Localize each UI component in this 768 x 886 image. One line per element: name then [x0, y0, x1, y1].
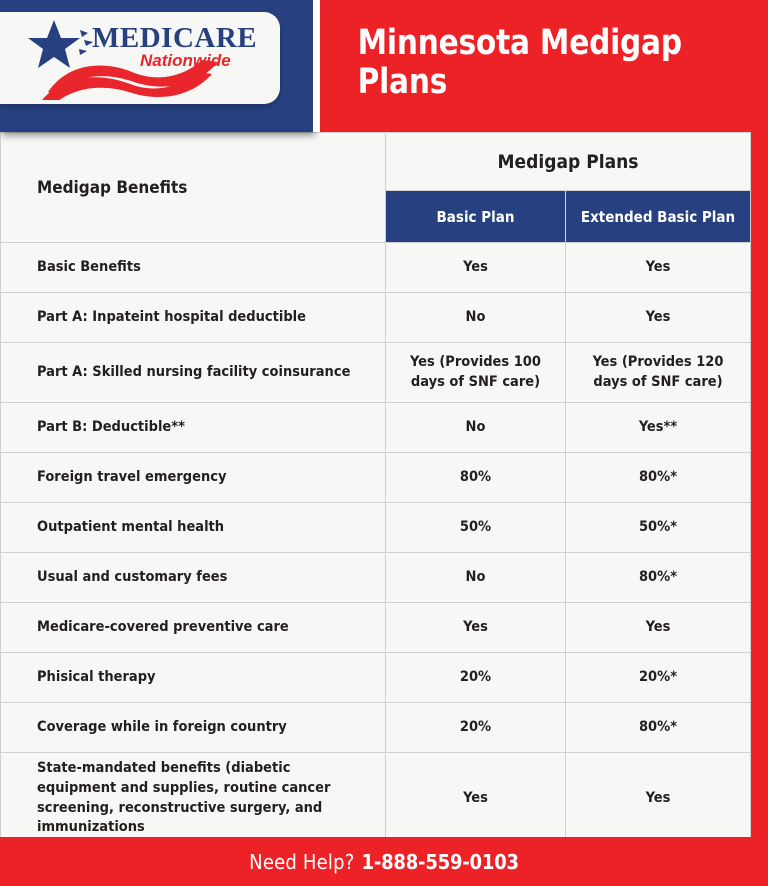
- benefit-label: Part A: Inpateint hospital deductible: [1, 293, 386, 343]
- column-header-benefits: Medigap Benefits: [1, 133, 386, 243]
- table-header-row-group: [1, 133, 751, 191]
- extended-basic-plan-value: Yes (Provides 120 days of SNF care): [566, 343, 751, 403]
- table-row: [1, 503, 751, 553]
- table-row: [1, 703, 751, 753]
- benefit-label: Part B: Deductible**: [1, 403, 386, 453]
- table-row: [1, 753, 751, 845]
- benefit-label: Basic Benefits: [1, 243, 386, 293]
- svg-text:MEDICARE: MEDICARE: [92, 22, 258, 54]
- basic-plan-value: No: [386, 553, 566, 603]
- page-title: Minnesota Medigap Plans: [357, 22, 682, 102]
- benefit-label: Phisical therapy: [1, 653, 386, 703]
- column-header-extended-basic-plan: Extended Basic Plan: [566, 191, 751, 243]
- table-row: [1, 403, 751, 453]
- table-row: [1, 243, 751, 293]
- contact-footer: [0, 837, 768, 886]
- extended-basic-plan-value: Yes**: [566, 403, 751, 453]
- medicare-nationwide-logo: [22, 16, 262, 100]
- benefit-label: Usual and customary fees: [1, 553, 386, 603]
- logo-card: [0, 12, 280, 104]
- extended-basic-plan-value: Yes: [566, 753, 751, 845]
- basic-plan-value: Yes (Provides 100 days of SNF care): [386, 343, 566, 403]
- extended-basic-plan-value: 80%*: [566, 553, 751, 603]
- benefit-label: Outpatient mental health: [1, 503, 386, 553]
- phone-number[interactable]: 1-888-559-0103: [361, 849, 519, 874]
- basic-plan-value: No: [386, 293, 566, 343]
- extended-basic-plan-value: 80%*: [566, 703, 751, 753]
- extended-basic-plan-value: Yes: [566, 243, 751, 293]
- table-row: [1, 653, 751, 703]
- table-row: [1, 553, 751, 603]
- table-body: [1, 243, 751, 845]
- benefit-label: State-mandated benefits (diabetic equipment and supplies, routine cancer screening, reconstructive surgery, and immunizations: [1, 753, 386, 845]
- basic-plan-value: 20%: [386, 703, 566, 753]
- extended-basic-plan-value: 20%*: [566, 653, 751, 703]
- extended-basic-plan-value: 50%*: [566, 503, 751, 553]
- table-row: [1, 343, 751, 403]
- basic-plan-value: 20%: [386, 653, 566, 703]
- basic-plan-value: Yes: [386, 753, 566, 845]
- need-help-label: Need Help?: [249, 849, 355, 874]
- extended-basic-plan-value: Yes: [566, 603, 751, 653]
- column-header-group: Medigap Plans: [386, 133, 751, 191]
- basic-plan-value: Yes: [386, 243, 566, 293]
- table-row: [1, 603, 751, 653]
- benefit-label: Part A: Skilled nursing facility coinsurance: [1, 343, 386, 403]
- page-header: [0, 0, 768, 132]
- medigap-comparison-table: [0, 132, 751, 845]
- basic-plan-value: 50%: [386, 503, 566, 553]
- extended-basic-plan-value: 80%*: [566, 453, 751, 503]
- extended-basic-plan-value: Yes: [566, 293, 751, 343]
- svg-text:Nationwide: Nationwide: [140, 51, 231, 70]
- basic-plan-value: No: [386, 403, 566, 453]
- comparison-table-region: [0, 132, 768, 837]
- basic-plan-value: 80%: [386, 453, 566, 503]
- benefit-label: Coverage while in foreign country: [1, 703, 386, 753]
- logo-panel: [0, 0, 313, 132]
- column-header-basic-plan: Basic Plan: [386, 191, 566, 243]
- basic-plan-value: Yes: [386, 603, 566, 653]
- benefit-label: Medicare-covered preventive care: [1, 603, 386, 653]
- table-row: [1, 293, 751, 343]
- benefit-label: Foreign travel emergency: [1, 453, 386, 503]
- table-row: [1, 453, 751, 503]
